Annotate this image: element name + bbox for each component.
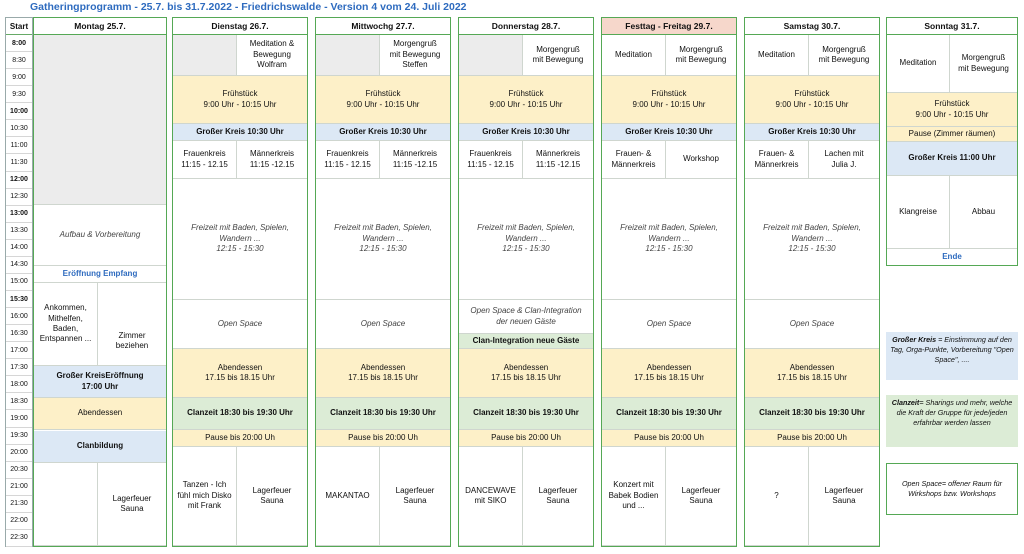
pause-block: Pause bis 20:00 Uh bbox=[745, 430, 879, 447]
day-header: Sonntag 31.7. bbox=[887, 18, 1017, 35]
abendessen-block: Abendessen 17.15 bis 18.15 Uhr bbox=[173, 349, 307, 398]
aufbau-block: Aufbau & Vorbereitung bbox=[34, 205, 166, 266]
eroeffnung-empfang: Eröffnung Empfang bbox=[34, 266, 166, 283]
time-slot: 21:00 bbox=[6, 479, 32, 496]
grosser-kreis-block: Großer Kreis 10:30 Uhr bbox=[316, 124, 450, 141]
day-header: Samstag 30.7. bbox=[745, 18, 879, 35]
lagerfeuer-block: Lagerfeuer Sauna bbox=[98, 463, 166, 546]
abendessen-block: Abendessen 17.15 bis 18.15 Uhr bbox=[602, 349, 736, 398]
day-column-friday bbox=[601, 17, 737, 547]
note-text: Open Space= offener Raum für Wirkshops bzw. Workshops bbox=[901, 478, 1003, 498]
time-slot: 11:30 bbox=[6, 154, 32, 171]
note-term: Großer Kreis bbox=[892, 335, 937, 344]
time-slot: 12:00 bbox=[6, 172, 32, 189]
evening-left: Tanzen - Ich fühl mich Disko mit Frank bbox=[173, 447, 237, 546]
grosser-kreis-eroeffnung: Großer KreisEröffnung 17:00 Uhr bbox=[34, 366, 166, 398]
fruehstueck-block: Frühstück 9:00 Uhr - 10:15 Uhr bbox=[887, 93, 1017, 127]
day-header: Festtag - Freitag 29.7. bbox=[602, 18, 736, 35]
clanzeit-block: Clanzeit 18:30 bis 19:30 Uhr bbox=[459, 398, 593, 430]
day-header: Montag 25.7. bbox=[34, 18, 166, 35]
session-right: Männerkreis 11:15 -12.15 bbox=[380, 141, 450, 179]
clan-integration-block: Clan-Integration neue Gäste bbox=[459, 334, 593, 349]
ende-label: Ende bbox=[942, 251, 962, 261]
time-column bbox=[5, 17, 33, 547]
time-slot: 15:30 bbox=[6, 291, 32, 308]
time-slot: 21:30 bbox=[6, 496, 32, 513]
freizeit-block: Freizeit mit Baden, Spielen, Wandern ... 12:15 - 15:30 bbox=[173, 179, 307, 300]
time-slot: 12:30 bbox=[6, 189, 32, 206]
time-slot: 16:30 bbox=[6, 325, 32, 342]
evening-left: ? bbox=[745, 447, 809, 546]
note-open-space bbox=[886, 463, 1018, 515]
evening-left: Konzert mit Babek Bodien und ... bbox=[602, 447, 666, 546]
evening-left: MAKANTAO bbox=[316, 447, 380, 546]
time-slot: 16:00 bbox=[6, 308, 32, 325]
day-column-sunday bbox=[886, 17, 1018, 266]
clanzeit-block: Clanzeit 18:30 bis 19:30 Uhr bbox=[173, 398, 307, 430]
grosser-kreis-block: Großer Kreis 10:30 Uhr bbox=[602, 124, 736, 141]
clanbildung-block: Clanbildung bbox=[34, 431, 166, 463]
evening-right: Lagerfeuer Sauna bbox=[380, 447, 450, 546]
freizeit-block: Freizeit mit Baden, Spielen, Wandern ... 12:15 - 15:30 bbox=[459, 179, 593, 300]
empty-slot bbox=[34, 35, 166, 205]
time-slot: 13:30 bbox=[6, 223, 32, 240]
empty-slot bbox=[173, 35, 237, 76]
morgengruss-block: Morgengruß mit Bewegung bbox=[523, 35, 593, 76]
evening-right: Lagerfeuer Sauna bbox=[809, 447, 879, 546]
meditation-block: Meditation bbox=[887, 35, 950, 93]
freizeit-block: Freizeit mit Baden, Spielen, Wandern ... 12:15 - 15:30 bbox=[602, 179, 736, 300]
time-slot: 17:00 bbox=[6, 342, 32, 359]
fruehstueck-block: Frühstück 9:00 Uhr - 10:15 Uhr bbox=[459, 76, 593, 124]
pause-block: Pause (Zimmer räumen) bbox=[887, 127, 1017, 142]
pause-block: Pause bis 20:00 Uh bbox=[173, 430, 307, 447]
open-space-block: Open Space & Clan-Integration der neuen Gäste bbox=[459, 300, 593, 334]
grosser-kreis-block: Großer Kreis 10:30 Uhr bbox=[745, 124, 879, 141]
time-slot: 14:00 bbox=[6, 240, 32, 257]
page-title: Gatheringprogramm - 25.7. bis 31.7.2022 - Friedrichswalde - Version 4 vom 24. Juli 2022 bbox=[30, 1, 467, 13]
time-slot: 18:30 bbox=[6, 393, 32, 410]
fruehstueck-block: Frühstück 9:00 Uhr - 10:15 Uhr bbox=[316, 76, 450, 124]
time-slot: 18:00 bbox=[6, 376, 32, 393]
abbau-block: Abbau bbox=[950, 176, 1017, 249]
meditation-block: Meditation bbox=[602, 35, 666, 76]
time-slot: 22:30 bbox=[6, 530, 32, 547]
session-right: Workshop bbox=[666, 141, 736, 179]
clanzeit-block: Clanzeit 18:30 bis 19:30 Uhr bbox=[602, 398, 736, 430]
time-header: Start bbox=[6, 18, 32, 35]
time-slot: 8:30 bbox=[6, 52, 32, 69]
note-clanzeit bbox=[886, 395, 1018, 447]
pause-block: Pause bis 20:00 Uh bbox=[459, 430, 593, 447]
note-grosser-kreis bbox=[886, 332, 1018, 380]
clanzeit-block: Clanzeit 18:30 bis 19:30 Uhr bbox=[316, 398, 450, 430]
time-slot: 10:00 bbox=[6, 103, 32, 120]
fruehstueck-block: Frühstück 9:00 Uhr - 10:15 Uhr bbox=[173, 76, 307, 124]
morgengruss-block: Meditation & Bewegung Wolfram bbox=[237, 35, 307, 76]
morgengruss-block: Morgengruß mit Bewegung Steffen bbox=[380, 35, 450, 76]
evening-right: Lagerfeuer Sauna bbox=[237, 447, 307, 546]
session-left: Frauenkreis 11:15 - 12.15 bbox=[173, 141, 237, 179]
note-text: = Sharings und mehr, welche die Kraft der Gruppe für jede/jeden erfahrbar werden lassen bbox=[896, 398, 1013, 428]
session-left: Frauen- & Männerkreis bbox=[745, 141, 809, 179]
pause-block: Pause bis 20:00 Uh bbox=[602, 430, 736, 447]
abendessen-block: Abendessen 17.15 bis 18.15 Uhr bbox=[316, 349, 450, 398]
day-header: Dienstag 26.7. bbox=[173, 18, 307, 35]
evening-left: DANCEWAVE mit SIKO bbox=[459, 447, 523, 546]
day-column-tuesday bbox=[172, 17, 308, 547]
morgengruss-block: Morgengruß mit Bewegung bbox=[809, 35, 879, 76]
day-header: Mittwochg 27.7. bbox=[316, 18, 450, 35]
grosser-kreis-block: Großer Kreis 10:30 Uhr bbox=[173, 124, 307, 141]
day-column-wednesday bbox=[315, 17, 451, 547]
abendessen-block: Abendessen bbox=[34, 398, 166, 430]
grosser-kreis-block: Großer Kreis 11:00 Uhr bbox=[887, 142, 1017, 176]
session-left: Frauenkreis 11:15 - 12.15 bbox=[459, 141, 523, 179]
time-slot: 22:00 bbox=[6, 513, 32, 530]
evening-right: Lagerfeuer Sauna bbox=[666, 447, 736, 546]
session-left: Frauenkreis 11:15 - 12.15 bbox=[316, 141, 380, 179]
klangreise-block: Klangreise bbox=[887, 176, 950, 249]
note-text: = Einstimmung auf den Tag, Orga-Punkte, Vorbereitung "Open Space", .... bbox=[890, 335, 1014, 365]
time-slot: 20:30 bbox=[6, 462, 32, 479]
day-column-thursday bbox=[458, 17, 594, 547]
zimmer-block: Zimmer beziehen bbox=[98, 317, 166, 366]
abendessen-block: Abendessen 17.15 bis 18.15 Uhr bbox=[745, 349, 879, 398]
morgengruss-block: Morgengruß mit Bewegung bbox=[950, 35, 1017, 93]
time-slot: 14:30 bbox=[6, 257, 32, 274]
fruehstueck-block: Frühstück 9:00 Uhr - 10:15 Uhr bbox=[602, 76, 736, 124]
meditation-block: Meditation bbox=[745, 35, 809, 76]
time-slot: 20:00 bbox=[6, 445, 32, 462]
open-space-block: Open Space bbox=[602, 300, 736, 349]
time-slot: 9:00 bbox=[6, 69, 32, 86]
time-slot: 19:00 bbox=[6, 410, 32, 427]
time-slot: 17:30 bbox=[6, 359, 32, 376]
time-slot: 9:30 bbox=[6, 86, 32, 103]
open-space-block: Open Space bbox=[316, 300, 450, 349]
time-slot: 11:00 bbox=[6, 137, 32, 154]
time-slot: 19:30 bbox=[6, 428, 32, 445]
day-header: Donnerstag 28.7. bbox=[459, 18, 593, 35]
pause-block: Pause bis 20:00 Uh bbox=[316, 430, 450, 447]
session-left: Frauen- & Männerkreis bbox=[602, 141, 666, 179]
session-right: Männerkreis 11:15 -12.15 bbox=[237, 141, 307, 179]
freizeit-block: Freizeit mit Baden, Spielen, Wandern ... 12:15 - 15:30 bbox=[316, 179, 450, 300]
note-term: Clanzeit bbox=[891, 398, 920, 407]
evening-right: Lagerfeuer Sauna bbox=[523, 447, 593, 546]
abendessen-block: Abendessen 17.15 bis 18.15 Uhr bbox=[459, 349, 593, 398]
empty-slot bbox=[316, 35, 380, 76]
morgengruss-block: Morgengruß mit Bewegung bbox=[666, 35, 736, 76]
session-right: Lachen mit Julia J. bbox=[809, 141, 879, 179]
open-space-block: Open Space bbox=[173, 300, 307, 349]
open-space-block: Open Space bbox=[745, 300, 879, 349]
time-slot: 8:00 bbox=[6, 35, 32, 52]
clanzeit-block: Clanzeit 18:30 bis 19:30 Uhr bbox=[745, 398, 879, 430]
fruehstueck-block: Frühstück 9:00 Uhr - 10:15 Uhr bbox=[745, 76, 879, 124]
empty-slot bbox=[459, 35, 523, 76]
freizeit-block: Freizeit mit Baden, Spielen, Wandern ... 12:15 - 15:30 bbox=[745, 179, 879, 300]
time-slot: 10:30 bbox=[6, 120, 32, 137]
ankommen-block: Ankommen, Mithelfen, Baden, Entspannen ... bbox=[34, 283, 98, 366]
day-column-saturday bbox=[744, 17, 880, 547]
day-column-monday bbox=[33, 17, 167, 547]
grosser-kreis-block: Großer Kreis 10:30 Uhr bbox=[459, 124, 593, 141]
session-right: Männerkreis 11:15 -12.15 bbox=[523, 141, 593, 179]
time-slot: 13:00 bbox=[6, 206, 32, 223]
evening-empty bbox=[34, 463, 98, 546]
time-slot: 15:00 bbox=[6, 274, 32, 291]
